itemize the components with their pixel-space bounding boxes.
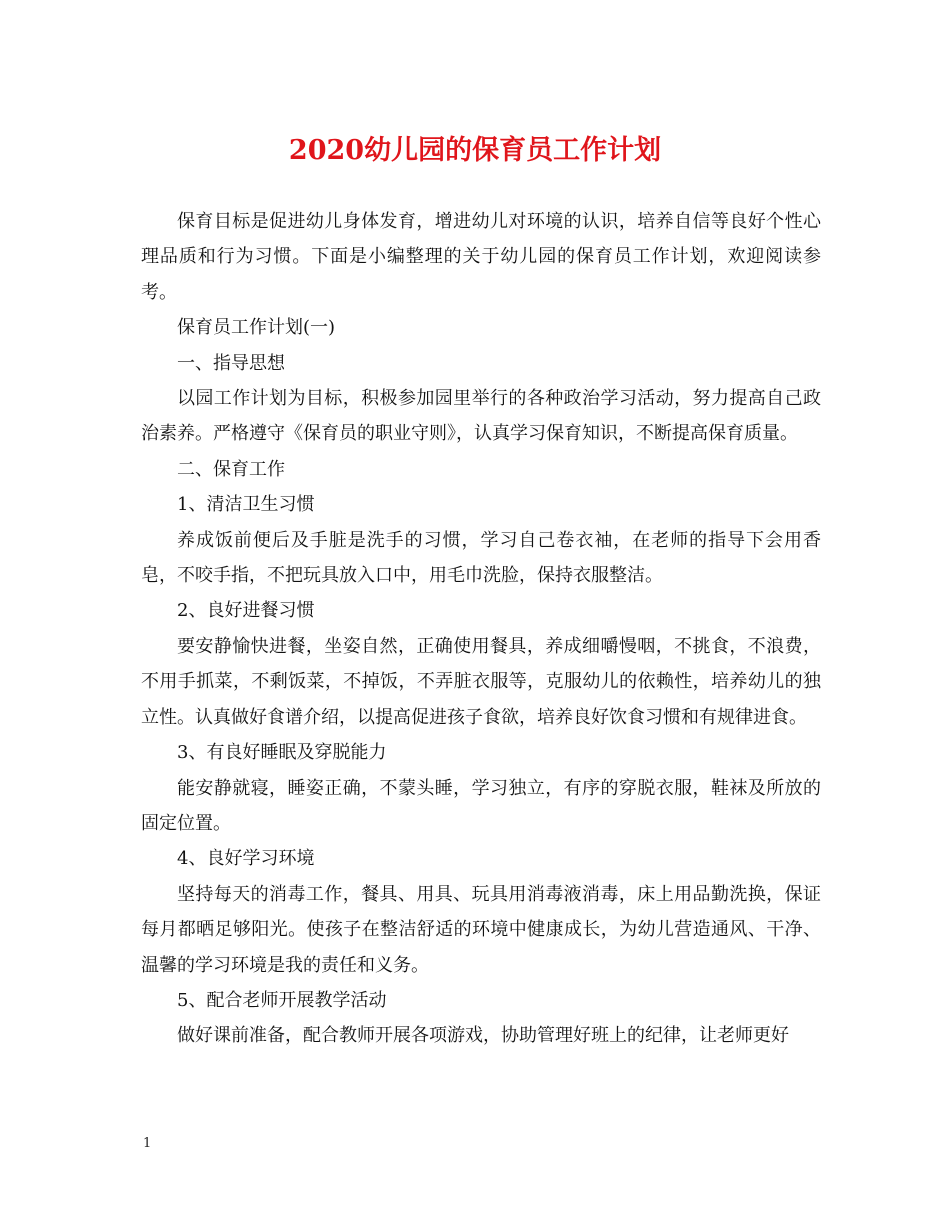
heading-sleep: 3、有良好睡眠及穿脱能力 xyxy=(177,742,387,764)
heading-hygiene: 1、清洁卫生习惯 xyxy=(177,494,315,516)
paragraph-environment: 坚持每天的消毒工作，餐具、用具、玩具用消毒液消毒，床上用品勤洗换，保证每月都晒足够阳光。使孩子在整洁舒适的环境中健康成长，为幼儿营造通风、干净、温馨的学习环境是我的责任和义务。 xyxy=(141,883,821,976)
paragraph-eating: 要安静愉快进餐，坐姿自然，正确使用餐具，养成细嚼慢咽，不挑食，不浪费，不用手抓菜，不剩饭菜，不掉饭，不弄脏衣服等，克服幼儿的依赖性，培养幼儿的独立性。认真做好食谱介绍，以提高促进孩子食欲，培养良好饮食习惯和有规律进食。 xyxy=(141,635,821,728)
paragraph-intro: 保育目标是促进幼儿身体发育，增进幼儿对环境的认识，培养自信等良好个性心理品质和行为习惯。下面是小编整理的关于幼儿园的保育员工作计划，欢迎阅读参考。 xyxy=(141,211,821,303)
paragraph-hygiene: 养成饭前便后及手脏是洗手的习惯，学习自己卷衣袖，在老师的指导下会用香皂，不咬手指，不把玩具放入口中，用毛巾洗脸，保持衣服整洁。 xyxy=(141,529,821,587)
document-body xyxy=(141,204,821,1054)
heading-eating: 2、良好进餐习惯 xyxy=(177,600,315,622)
paragraph-guiding-thought: 以园工作计划为目标，积极参加园里举行的各种政治学习活动，努力提高自己政治素养。严格遵守《保育员的职业守则》，认真学习保育知识，不断提高保育质量。 xyxy=(141,388,821,445)
heading-care-work: 二、保育工作 xyxy=(177,458,285,480)
paragraph-teaching: 做好课前准备，配合教师开展各项游戏，协助管理好班上的纪律，让老师更好 xyxy=(177,1025,789,1047)
section-heading-plan-one: 保育员工作计划(一) xyxy=(177,317,336,339)
heading-environment: 4、良好学习环境 xyxy=(177,848,315,870)
heading-guiding-thought: 一、指导思想 xyxy=(177,352,285,374)
page-number: 1 xyxy=(143,1136,152,1151)
paragraph-sleep: 能安静就寝，睡姿正确，不蒙头睡，学习独立，有序的穿脱衣服，鞋袜及所放的固定位置。 xyxy=(141,777,821,834)
heading-teaching: 5、配合老师开展教学活动 xyxy=(177,989,387,1011)
document-title: 2020幼儿园的保育员工作计划 xyxy=(288,135,662,166)
